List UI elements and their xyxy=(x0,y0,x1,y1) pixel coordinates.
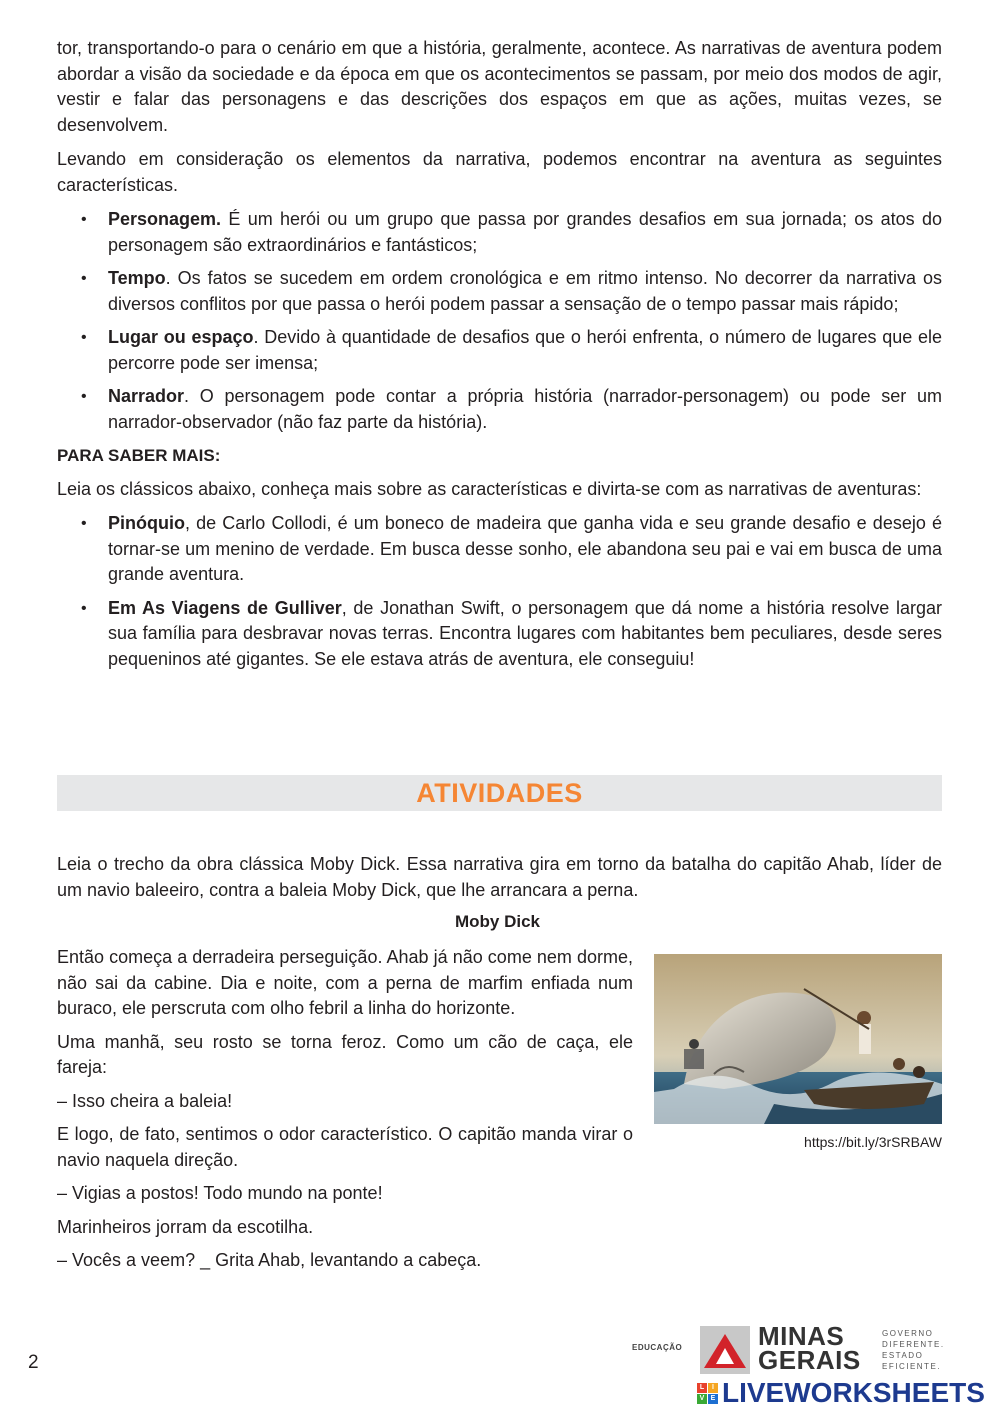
liveworksheets-icon: L I V E xyxy=(697,1383,718,1404)
story-title: Moby Dick xyxy=(454,912,541,931)
story-excerpt xyxy=(57,945,633,1282)
story-paragraph: E logo, de fato, sentimos o odor característico. O capitão manda virar o navio naquela direção. xyxy=(57,1124,633,1170)
classics-list xyxy=(57,511,942,672)
atividades-title: ATIVIDADES xyxy=(416,778,583,808)
story-paragraph: Então começa a derradeira perseguição. Ahab já não come nem dorme, não sai da cabine. Dia e noite, com a perna de marfim enfiada num buraco, ele perscruta com olho febril a linha do horizonte. xyxy=(57,947,633,1018)
main-text xyxy=(57,36,942,680)
story-paragraph: – Isso cheira a baleia! xyxy=(57,1090,233,1111)
government-slogan: GOVERNO DIFERENTE. ESTADO EFICIENTE. xyxy=(882,1329,945,1371)
bullet-icon: • xyxy=(81,329,87,346)
moby-dick-illustration xyxy=(654,954,942,1124)
atividades-banner xyxy=(57,775,942,811)
elements-paragraph: Levando em consideração os elementos da narrativa, podemos encontrar na aventura as seguintes características. xyxy=(57,149,942,195)
story-paragraph: – Vocês a veem? _ Grita Ahab, levantando a cabeça. xyxy=(57,1250,482,1270)
page-number: 2 xyxy=(28,1352,39,1373)
minas-gerais-logo-icon xyxy=(700,1326,750,1374)
bullet-icon: • xyxy=(81,211,87,228)
minas-gerais-wordmark: MINAS GERAIS xyxy=(758,1321,861,1375)
list-item: • Em As Viagens de Gulliver, de Jonathan Swift, o personagem que dá nome a história resolve largar sua família para desbravar novas terras. Encontra lugares com habitantes bem peculiares, desde seres pequeninos até gigantes. Se ele estava atrás de aventura, ele conseguiu! xyxy=(81,597,942,669)
liveworksheets-watermark: L I V E LIVEWORKSHEETS xyxy=(697,1377,985,1409)
saber-mais-heading: PARA SABER MAIS: xyxy=(57,446,221,465)
bullet-icon: • xyxy=(81,599,87,617)
bullet-icon: • xyxy=(81,270,87,287)
intro-paragraph: tor, transportando-o para o cenário em que a história, geralmente, acontece. As narrativas de aventura podem abordar a visão da sociedade e da época em que os acontecimentos se passam, por meio dos modos de agir, vestir e falar das personagens e das descrições dos espaços em que as ações, muitas vezes, se desenvolvem. xyxy=(57,38,942,135)
whale-boat-image xyxy=(654,954,942,1124)
list-item: • Narrador. O personagem pode contar a própria história (narrador-personagem) ou pode ser um narrador-observador (não faz parte da história). xyxy=(81,386,942,432)
story-paragraph: Uma manhã, seu rosto se torna feroz. Como um cão de caça, ele fareja: xyxy=(57,1031,633,1077)
list-item: • Pinóquio, de Carlo Collodi, é um boneco de madeira que ganha vida e seu grande desafio e desejo é tornar-se um menino de verdade. Em busca desse sonho, ele abandona seu pai e vai em busca de uma grande aventura. xyxy=(81,513,942,584)
story-paragraph: – Vigias a postos! Todo mundo na ponte! xyxy=(57,1183,383,1203)
list-item: • Lugar ou espaço. Devido à quantidade de desafios que o herói enfrenta, o número de lugares que ele percorre pode ser imensa; xyxy=(81,327,942,373)
education-label: EDUCAÇÃO xyxy=(632,1343,683,1352)
list-item: • Tempo. Os fatos se sucedem em ordem cronológica e em ritmo intenso. No decorrer da narrativa os diversos conflitos por que passa o herói podem passar a sensação de o tempo passar mais rápido; xyxy=(81,268,942,314)
saber-mais-paragraph: Leia os clássicos abaixo, conheça mais sobre as características e divirta-se com as narrativas de aventuras: xyxy=(57,478,922,499)
activity-intro: Leia o trecho da obra clássica Moby Dick. Essa narrativa gira em torno da batalha do capitão Ahab, líder de um navio baleeiro, contra a baleia Moby Dick, que lhe arrancara a perna. xyxy=(57,854,942,900)
list-item: • Personagem. É um herói ou um grupo que passa por grandes desafios em sua jornada; os atos do personagem são extraordinários e fantásticos; xyxy=(81,209,942,255)
bullet-icon: • xyxy=(81,388,87,405)
elements-list xyxy=(57,207,942,435)
story-paragraph: Marinheiros jorram da escotilha. xyxy=(57,1216,314,1237)
image-caption: https://bit.ly/3rSRBAW xyxy=(804,1134,942,1150)
bullet-icon: • xyxy=(81,515,87,532)
